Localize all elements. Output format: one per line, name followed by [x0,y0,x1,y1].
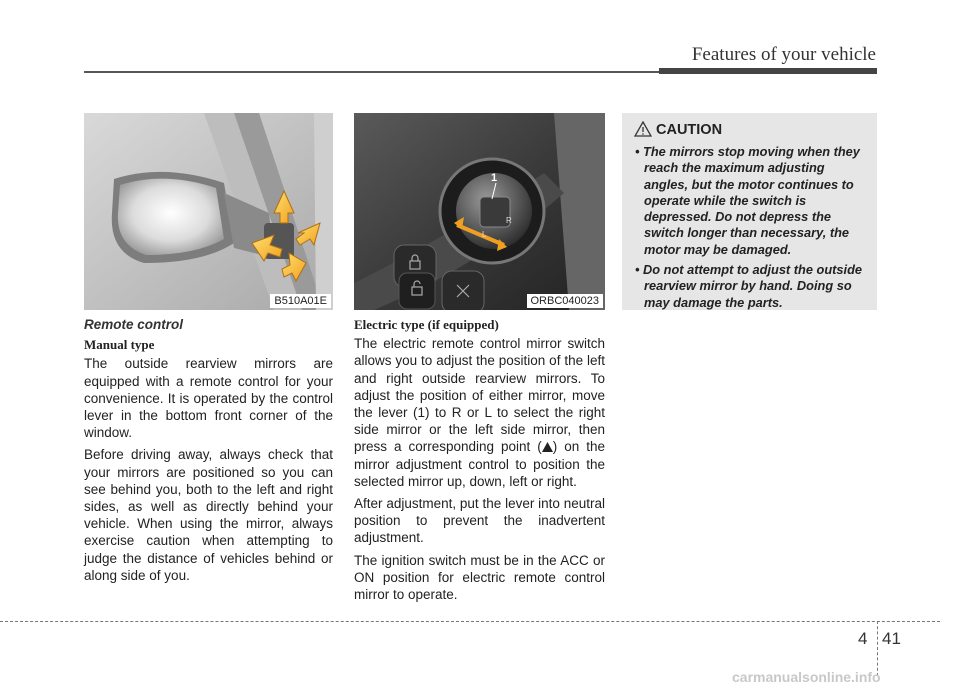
caution-item: • Do not attempt to adjust the outside rearview mirror by hand. Doing so may damage the parts. [635,262,863,310]
watermark: carmanualsonline.info [732,669,881,685]
left-column [84,316,333,589]
section-title: Remote control [84,317,184,332]
figure-code: B510A01E [270,294,331,308]
switch-label-r: R [506,216,512,225]
caution-item-text: The mirrors stop moving when they reach the maximum adjusting angles, but the motor continues to operate while the switch is depressed. Do not depress the switch longer than necessary, the motor may be damaged. [643,144,860,257]
footer-rule [0,621,940,622]
mirror-illustration [84,113,333,310]
paragraph: Before driving away, always check that your mirrors are positioned so you can see behind you, both to the left and right sides, as well as directly behind your vehicle. When using the mirror, always exercise caution when attempting to judge the distance of vehicles behind or along side of you. [84,447,333,583]
paragraph [354,335,605,490]
figure-code: ORBC040023 [527,294,604,308]
triangle-icon [542,442,553,452]
header-title: Features of your vehicle [691,44,876,65]
paragraph: After adjustment, put the lever into neutral position to prevent the inadvertent adjustment. [354,496,605,546]
middle-column [354,316,605,608]
caution-item: • The mirrors stop moving when they reach the maximum adjusting angles, but the motor continues to operate while the switch is depressed. Do not depress the switch longer than necessary, the motor may be damaged. [635,144,860,257]
switch-label-l: L [482,230,487,239]
page-number: 41 [882,629,901,648]
caution-item-text: Do not attempt to adjust the outside rearview mirror by hand. Doing so may damage the parts. [643,262,863,310]
caution-title: CAUTION [656,122,723,138]
caution-heading [634,121,722,138]
warning-icon [634,121,652,137]
paragraph-text: The electric remote control mirror switch allows you to adjust the position of the left and right outside rearview mirrors. To adjust the position of either mirror, move the lever (1) to R or L to select the right side mirror or the left side mirror, then press a corresponding point ( [354,336,605,455]
footer-divider [877,621,878,676]
caution-list [632,144,868,315]
header-rule [84,71,659,73]
paragraph: The outside rearview mirrors are equipped with a remote control for your convenience. It is operated by the control lever in the bottom front corner of the window. [84,356,333,441]
paragraph-text: ) on the mirror adjustment control to position the selected mirror up, down, left or right. [354,439,605,489]
figure-mirror-switch [354,113,605,310]
paragraph: The ignition switch must be in the ACC or ON position for electric remote control mirror to operate. [354,552,605,603]
subheading-manual: Manual type [84,337,155,353]
chapter-number: 4 [858,629,868,648]
figure-mirror [84,113,333,310]
callout-number: 1 [491,172,498,184]
header-rule-thick [659,68,877,74]
subheading-electric: Electric type (if equipped) [354,317,499,332]
switch-illustration [354,113,605,310]
caution-box [622,113,877,310]
